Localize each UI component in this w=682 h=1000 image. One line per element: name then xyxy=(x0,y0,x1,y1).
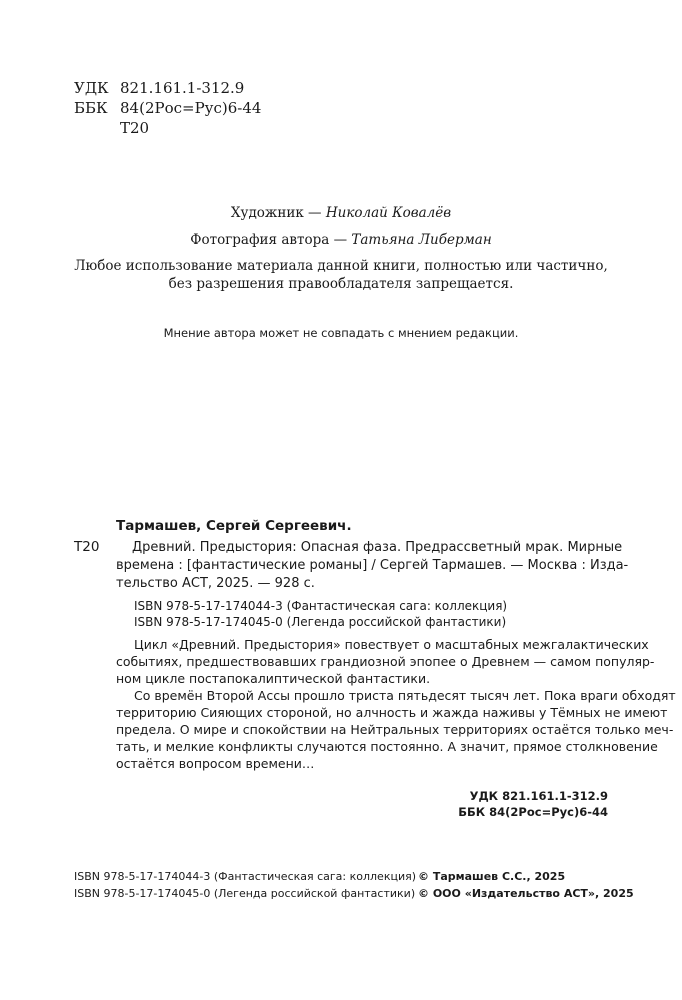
photo-name: Татьяна Либерман xyxy=(351,232,492,248)
artist-name: Николай Ковалёв xyxy=(325,205,452,221)
copyright-notice-line-1: Любое использование материала данной книги, полностью или частично, xyxy=(74,258,608,274)
udk-line xyxy=(74,78,261,98)
bbk-label: ББК xyxy=(74,99,108,117)
bottom-isbn: ISBN 978-5-17-174044-3 (Фантастическая сага: коллекция) xyxy=(74,870,417,883)
catalog-udk: УДК 821.161.1-312.9 xyxy=(469,789,608,803)
udk-value: 821.161.1-312.9 xyxy=(120,79,245,97)
annotation-line: тать, и мелкие конфликты случаются постоянно. А значит, прямое столкновение xyxy=(116,739,658,754)
photo-role: Фотография автора — xyxy=(190,232,352,248)
bbk-line xyxy=(74,98,261,118)
copyright-line: © Тармашев С.С., 2025 xyxy=(418,870,566,883)
artist-credit xyxy=(0,205,682,221)
disclaimer: Мнение автора может не совпадать с мнением редакции. xyxy=(163,326,519,340)
annotation-line: Цикл «Древний. Предыстория» повествует о масштабных межгалактических xyxy=(134,637,649,652)
annotation-line: остаётся вопросом времени… xyxy=(116,756,315,771)
annotation-line: событиях, предшествовавших грандиозной эпопее о Древнем — самом популяр- xyxy=(116,654,655,669)
annotation-line: территорию Сияющих стороной, но алчность и жажда наживы у Тёмных не имеют xyxy=(116,705,668,720)
udk-label: УДК xyxy=(74,79,109,97)
classification-block xyxy=(74,78,261,138)
artist-role: Художник — xyxy=(230,205,326,221)
bbk-value: 84(2Рос=Рус)6-44 xyxy=(120,99,262,117)
catalog-description-line: Древний. Предыстория: Опасная фаза. Предрассветный мрак. Мирные xyxy=(132,540,623,555)
author-mark: Т20 xyxy=(120,119,150,137)
author-mark-line xyxy=(74,118,261,138)
catalog-mark: Т20 xyxy=(74,539,100,555)
catalog-isbn: ISBN 978-5-17-174044-3 (Фантастическая сага: коллекция) xyxy=(134,599,508,613)
catalog-bbk: ББК 84(2Рос=Рус)6-44 xyxy=(458,805,608,819)
catalog-isbn: ISBN 978-5-17-174045-0 (Легенда российской фантастики) xyxy=(134,615,507,629)
annotation-line: Со времён Второй Ассы прошло триста пятьдесят тысяч лет. Пока враги обходят xyxy=(134,688,676,703)
catalog-description-line: тельство АСТ, 2025. — 928 с. xyxy=(116,576,315,591)
copyright-line: © ООО «Издательство АСТ», 2025 xyxy=(418,887,634,900)
catalog-author: Тармашев, Сергей Сергеевич. xyxy=(116,518,352,534)
annotation-line: предела. О мире и спокойствии на Нейтральных территориях остаётся только меч- xyxy=(116,722,674,737)
copyright-notice-line-2: без разрешения правообладателя запрещается. xyxy=(168,276,514,292)
bottom-isbn: ISBN 978-5-17-174045-0 (Легенда российской фантастики) xyxy=(74,887,416,900)
annotation-line: ном цикле постапокалиптической фантастики. xyxy=(116,671,431,686)
catalog-description-line: времена : [фантастические романы] / Сергей Тармашев. — Москва : Изда- xyxy=(116,558,629,573)
photo-credit xyxy=(0,232,682,248)
